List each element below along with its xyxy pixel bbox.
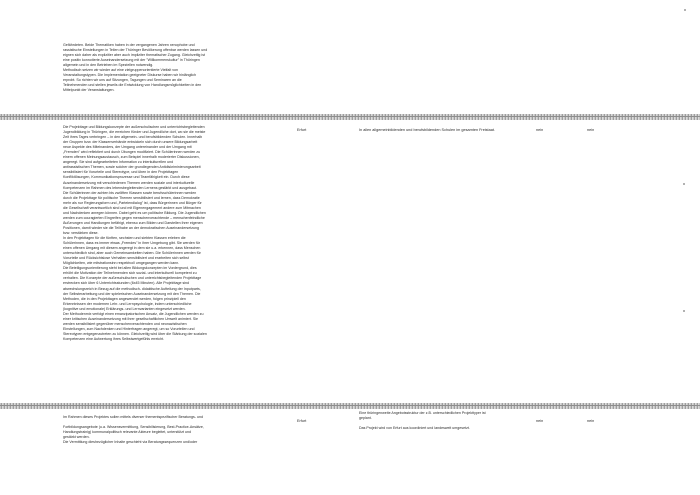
text-line: Fortbildungsangebote (u.a. Wissensvermittlung, Sensibilisierung, Best-Practice-Ansätze, [63,425,204,430]
text-line: einer kritischen Auseinandersetzung mit ihrer gesellschaftlichen Umwelt animiert. Sie [63,316,199,321]
text-line: durch die Projekttage für politische Themen sensibilisiert und lernen, dass Demokratie [63,195,200,200]
text-line: Der Methodenmix verfolgt einen emanzipatorischen Ansatz, die Jugendlichen werden zu [63,311,204,316]
text-line: Einstellungen, zum Nachdenken und Hinterfragen angeregt, um so Vorurteilen und [63,326,195,331]
text-line: Zeit ihres Tages verbringen – in den allgemein- und berufsbildenden Schulen. Innerhalb [63,135,203,140]
text-line: Handlungstrainig) kommunalpolitisch relevante Akteure begleitet, unterstützt und [63,430,192,435]
text-line: Erkenntnissen der modernen Lehr- und Lernpsychologie, indem unterschiedliche [63,301,192,306]
row1-target: In allen allgemeinbildenden und berufsbildenden Schulen im gesamten Freistaat. [359,128,495,132]
scan-speck [684,9,686,11]
text-line: Teilnehmenden und stellen jeweils die Entwicklung von Handlungsmöglichkeiten in den [63,83,202,88]
text-line: sensibilisiert für Vorurteile und Stereotype, und üben in den Projekttagen [63,170,179,175]
text-line: Konfliktlösungen, Kommunikationsprozesse und Teamfähigkeit ein. Durch diese [63,175,190,180]
text-line: Möglichkeiten, wie mitstrationsinn respektvoll umgegangen werden kann. [63,261,180,266]
text-line: geplant. [359,416,372,421]
text-line: Die Beteiligungsorientierung steht bei allen Bildungskonzepten im Vordergrund, dies [63,266,197,271]
row2-col-b: nein [587,419,595,423]
scan-speck [683,183,685,185]
text-line: Stereotypen entgegenzutreten zu können. Gleichzeitig wird über die Stärkung der sozialen [63,331,207,336]
text-line: „Fremden" wird reflektiert und durch Übungen modifiziert. Die Schülerinnen werden zu [63,150,201,155]
text-line: Gefährdeten. Beide Thematiken haben in der vergangenen Jahren xenophobe und [63,43,195,47]
row1-col-a: nein [536,128,544,132]
text-line: allgemein und in den Betrieben im Speziellen notwendig. [63,63,154,68]
text-line: der Gruppen bzw. der Klassenverbände entwickeln sich durch unsere Bildungsarbeit [63,140,198,145]
text-line: Methoden, die in den Projekttagen angewendet werden, folgen prinzipiell den [63,296,186,301]
text-line: eine positiv konnotierte Auseinandersetzung mit der "Willkommenskultur" in Thüringen [63,58,200,63]
text-line: neue Aspekte des Miteinanders, der Umgang untereinander und der Umgang mit [63,145,192,150]
text-line: eignen sich daher als explizitier aber auch impliziter thematischer Zugang. Gleichzeitig ist [63,53,206,58]
text-line: erstrecken sich über 6 Unterrichtsstunden (6x45 Minuten). Alle Projekttage sind [63,281,190,286]
text-line: bzw. verstärken diese. [63,230,99,235]
top-paragraph [63,43,301,93]
text-line: unterschiedlich sind, aber auch Gemeinsamkeiten haben. Die Schülerinnen werden für [63,251,201,256]
text-line: mehr als nur Regierungsform und „Parteiendialog" ist, dass Bürgerinnen und Bürger für [63,200,202,205]
text-line: Kompetenzen eine Aufwertung ihres Selbstwertgefühls erreicht. [63,336,165,341]
row1-description [63,125,301,342]
text-line: Kompetenzen im Rahmen des lebensbegleitenden Lernens gestärkt und ausgebaut. [63,185,198,190]
text-line: Mittelpunkt der Veranstaltungen. [63,88,115,93]
row-separator [0,403,700,409]
text-line: rassistische Einstellungen in Teilen der Thüringer Bevölkerung offenbar werden lassen und [63,48,208,53]
text-line: gestärkt werden. [63,435,90,440]
text-line: erhöht die Motivation der Teilnehmenden sich sozial- und interkulturell kompetent zu [63,271,197,276]
row2-col-a: nein [536,419,544,423]
text-line: (kognitive und emotionale) Erklärungs- und Lernvarianten eingesetzt werden. [63,306,186,311]
text-line: verhalten. Die Konzepte der außerschulischen und unterrichtsbegleitenden Projekttage [63,276,202,281]
text-line: einem offenen Meinungsaustausch, zum Beispiel innerhalb moderierter Diskussionen, [63,155,200,160]
text-line: abwechslungsreich in Bezug auf die methodisch- didaktische Aufteilung der Inputparts, [63,286,201,291]
text-line: der Selbsterarbeitung und der spielerischen Auseinandersetzung mit den Themen. Die [63,291,201,296]
text-line: Das Projekt wird von Erfurt aus koordiniert und landesweit umgesetzt. [359,426,470,431]
text-line: und Nachdenken anregen können. Dabei geht es um politische Bildung. Die Jugendlichen [63,210,206,215]
text-line: angeregt. Sie sind aufgearbeiteten Information zu interkulturellen und [63,160,174,165]
row2-location: Erfurt [297,419,307,423]
text-line: antirassistischen Themen, sowie solcher der grundlegenden Antidiskriminierungsarbeit [63,165,201,170]
text-line: Methodisch setzen wir wieder auf eine zielgruppenorientierte Vielfalt von [63,68,178,73]
text-line: Auseinandersetzung mit verschiedenen Themen werden soziale und interkulturelle [63,180,195,185]
text-line: werden zum couragierten Eingreifen gegen menschenverachtende – menschenfeindliche [63,215,205,220]
text-line: In den Projekttagen für die fünften, sechsten und siebten Klassen erleben die [63,236,186,241]
text-line: Jugendbildung in Thüringen, die erreichen Kinder und Jugendliche dort, wo sie die meiste [63,130,206,135]
text-line: Die Schülerinnen der achten bis zwölften Klassen sowie berufsschülerinnen werden [63,190,197,195]
text-line: Die Vermittlung dieshezüglicher Inhalte geschieht via Beratungssequenzen und/oder [63,440,198,445]
row1-col-b: nein [587,128,595,132]
text-line: Positionen, damit wieder sie die Teilhabe an der demokratischen Auseinandersetzung [63,225,199,230]
text-line: Schülerinnen, dass es immer etwas „Fremdes" in ihrer Umgebung gibt. Sie werden für [63,241,200,246]
text-line: Veranstaltungstypen. Die Implementation geeigneter Diskurse haben wir hinlänglich [63,73,197,78]
text-line: Äußerungen und Handlungen befähigt, ebenso zum Bilden und Darstellen ihrer eigenen [63,220,203,225]
text-line: einen offenen Umgang mit diesem angeregt in dem sie u.a. erkennen, dass Menschen [63,246,201,251]
row2-target [359,411,539,431]
row1-location: Erfurt [297,128,307,132]
row2-description [63,415,301,445]
text-line: Die Projekttage und Bildungskonzepte der außerschulischen und unterrichtsbegleitenden [63,125,205,129]
text-line: Im Rahmen dieses Projektes sollen mittels diverser thementspezifischer Beratungs- und [63,415,204,419]
text-line: die Gesellschaft verantwortlich sind und mit Eigenengagement andere zum Mitmachen [63,205,201,210]
scan-speck [683,310,685,312]
text-line: erprobt. So richten wir uns auf Sitzungen, Tagungen und Seminaren an die [63,78,182,83]
text-line: Eine thüringenweite Angebotsstruktur der z.B. unterschiedlichen Projekttyper ist [359,411,486,415]
text-line: Vorurteile und Rücksichtslose Verhalten sensibilisiert und erarbeiten sich selbst [63,256,189,261]
row-separator [0,114,700,120]
text-line: werden sensibilisiert gegenüber menschenverachtenden und neonazistischen [63,321,187,326]
